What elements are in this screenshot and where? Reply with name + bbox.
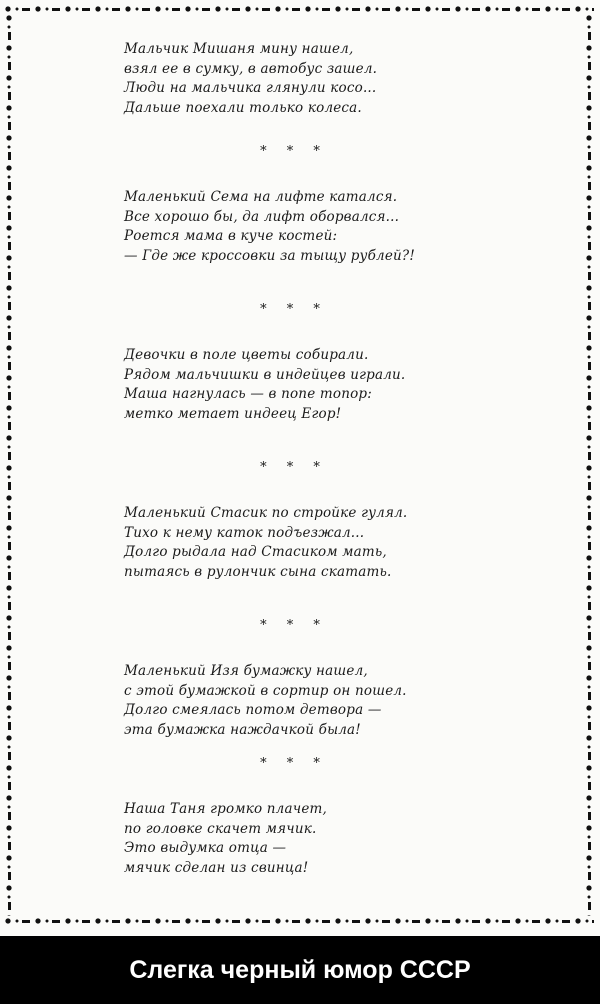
border-top bbox=[4, 4, 594, 14]
stanza-separator: * * * bbox=[260, 618, 328, 633]
border-left bbox=[4, 14, 14, 916]
poem-line: по головке скачет мячик. bbox=[124, 820, 317, 837]
border-bottom bbox=[4, 916, 594, 926]
caption-bar bbox=[0, 936, 600, 1004]
stanza-separator: * * * bbox=[260, 302, 328, 317]
poem-line: Долго рыдала над Стасиком мать, bbox=[124, 544, 387, 560]
poem-line: — Где же кроссовки за тыщу рублей?! bbox=[124, 247, 415, 264]
poem-line: эта бумажка наждачкой была! bbox=[124, 721, 361, 738]
poem-line: взял ее в сумку, в автобус зашел. bbox=[124, 60, 378, 77]
poem-line: Маленький Сема на лифте катался. bbox=[124, 189, 398, 205]
poem-line: Люди на мальчика глянули косо... bbox=[124, 80, 377, 96]
poem-line: пытаясь в рулончик сына скатать. bbox=[124, 563, 392, 580]
poem-stanza bbox=[124, 800, 544, 878]
poem-line: Роется мама в куче костей: bbox=[124, 228, 338, 244]
poem-line: Все хорошо бы, да лифт оборвался... bbox=[124, 208, 400, 225]
poem-stanza bbox=[124, 504, 544, 582]
poem-line: Маша нагнулась — в попе топор: bbox=[124, 386, 373, 402]
stanza-separator: * * * bbox=[260, 756, 328, 771]
poem-line: Мальчик Мишаня мину нашел, bbox=[124, 41, 354, 57]
poem-stanza bbox=[124, 188, 544, 266]
poem-stanza bbox=[124, 662, 544, 740]
poem-line: метко метает индеец Егор! bbox=[124, 405, 342, 422]
poem-line: Девочки в поле цветы собирали. bbox=[124, 347, 369, 363]
poem-line: Рядом мальчишки в индейцев играли. bbox=[124, 366, 406, 383]
stanza-separator: * * * bbox=[260, 460, 328, 475]
poem-line: Дальше поехали только колеса. bbox=[124, 99, 362, 116]
stanza-separator: * * * bbox=[260, 144, 328, 159]
poem-line: Тихо к нему каток подъезжал... bbox=[124, 524, 365, 541]
poem-stanza bbox=[124, 40, 544, 118]
poem-line: Маленький Стасик по стройке гулял. bbox=[124, 505, 408, 521]
poem-line: Маленький Изя бумажку нашел, bbox=[124, 663, 368, 679]
poem-line: мячик сделан из свинца! bbox=[124, 859, 309, 876]
caption-text: Слегка черный юмор СССР bbox=[129, 955, 471, 984]
poem-stanza bbox=[124, 346, 544, 424]
poem-line: Долго смеялась потом детвора — bbox=[124, 702, 382, 718]
border-right bbox=[584, 14, 594, 916]
poem-list bbox=[124, 40, 544, 878]
poem-line: Это выдумка отца — bbox=[124, 840, 287, 856]
poem-line: Наша Таня громко плачет, bbox=[124, 801, 328, 817]
poem-line: с этой бумажкой в сортир он пошел. bbox=[124, 682, 407, 699]
